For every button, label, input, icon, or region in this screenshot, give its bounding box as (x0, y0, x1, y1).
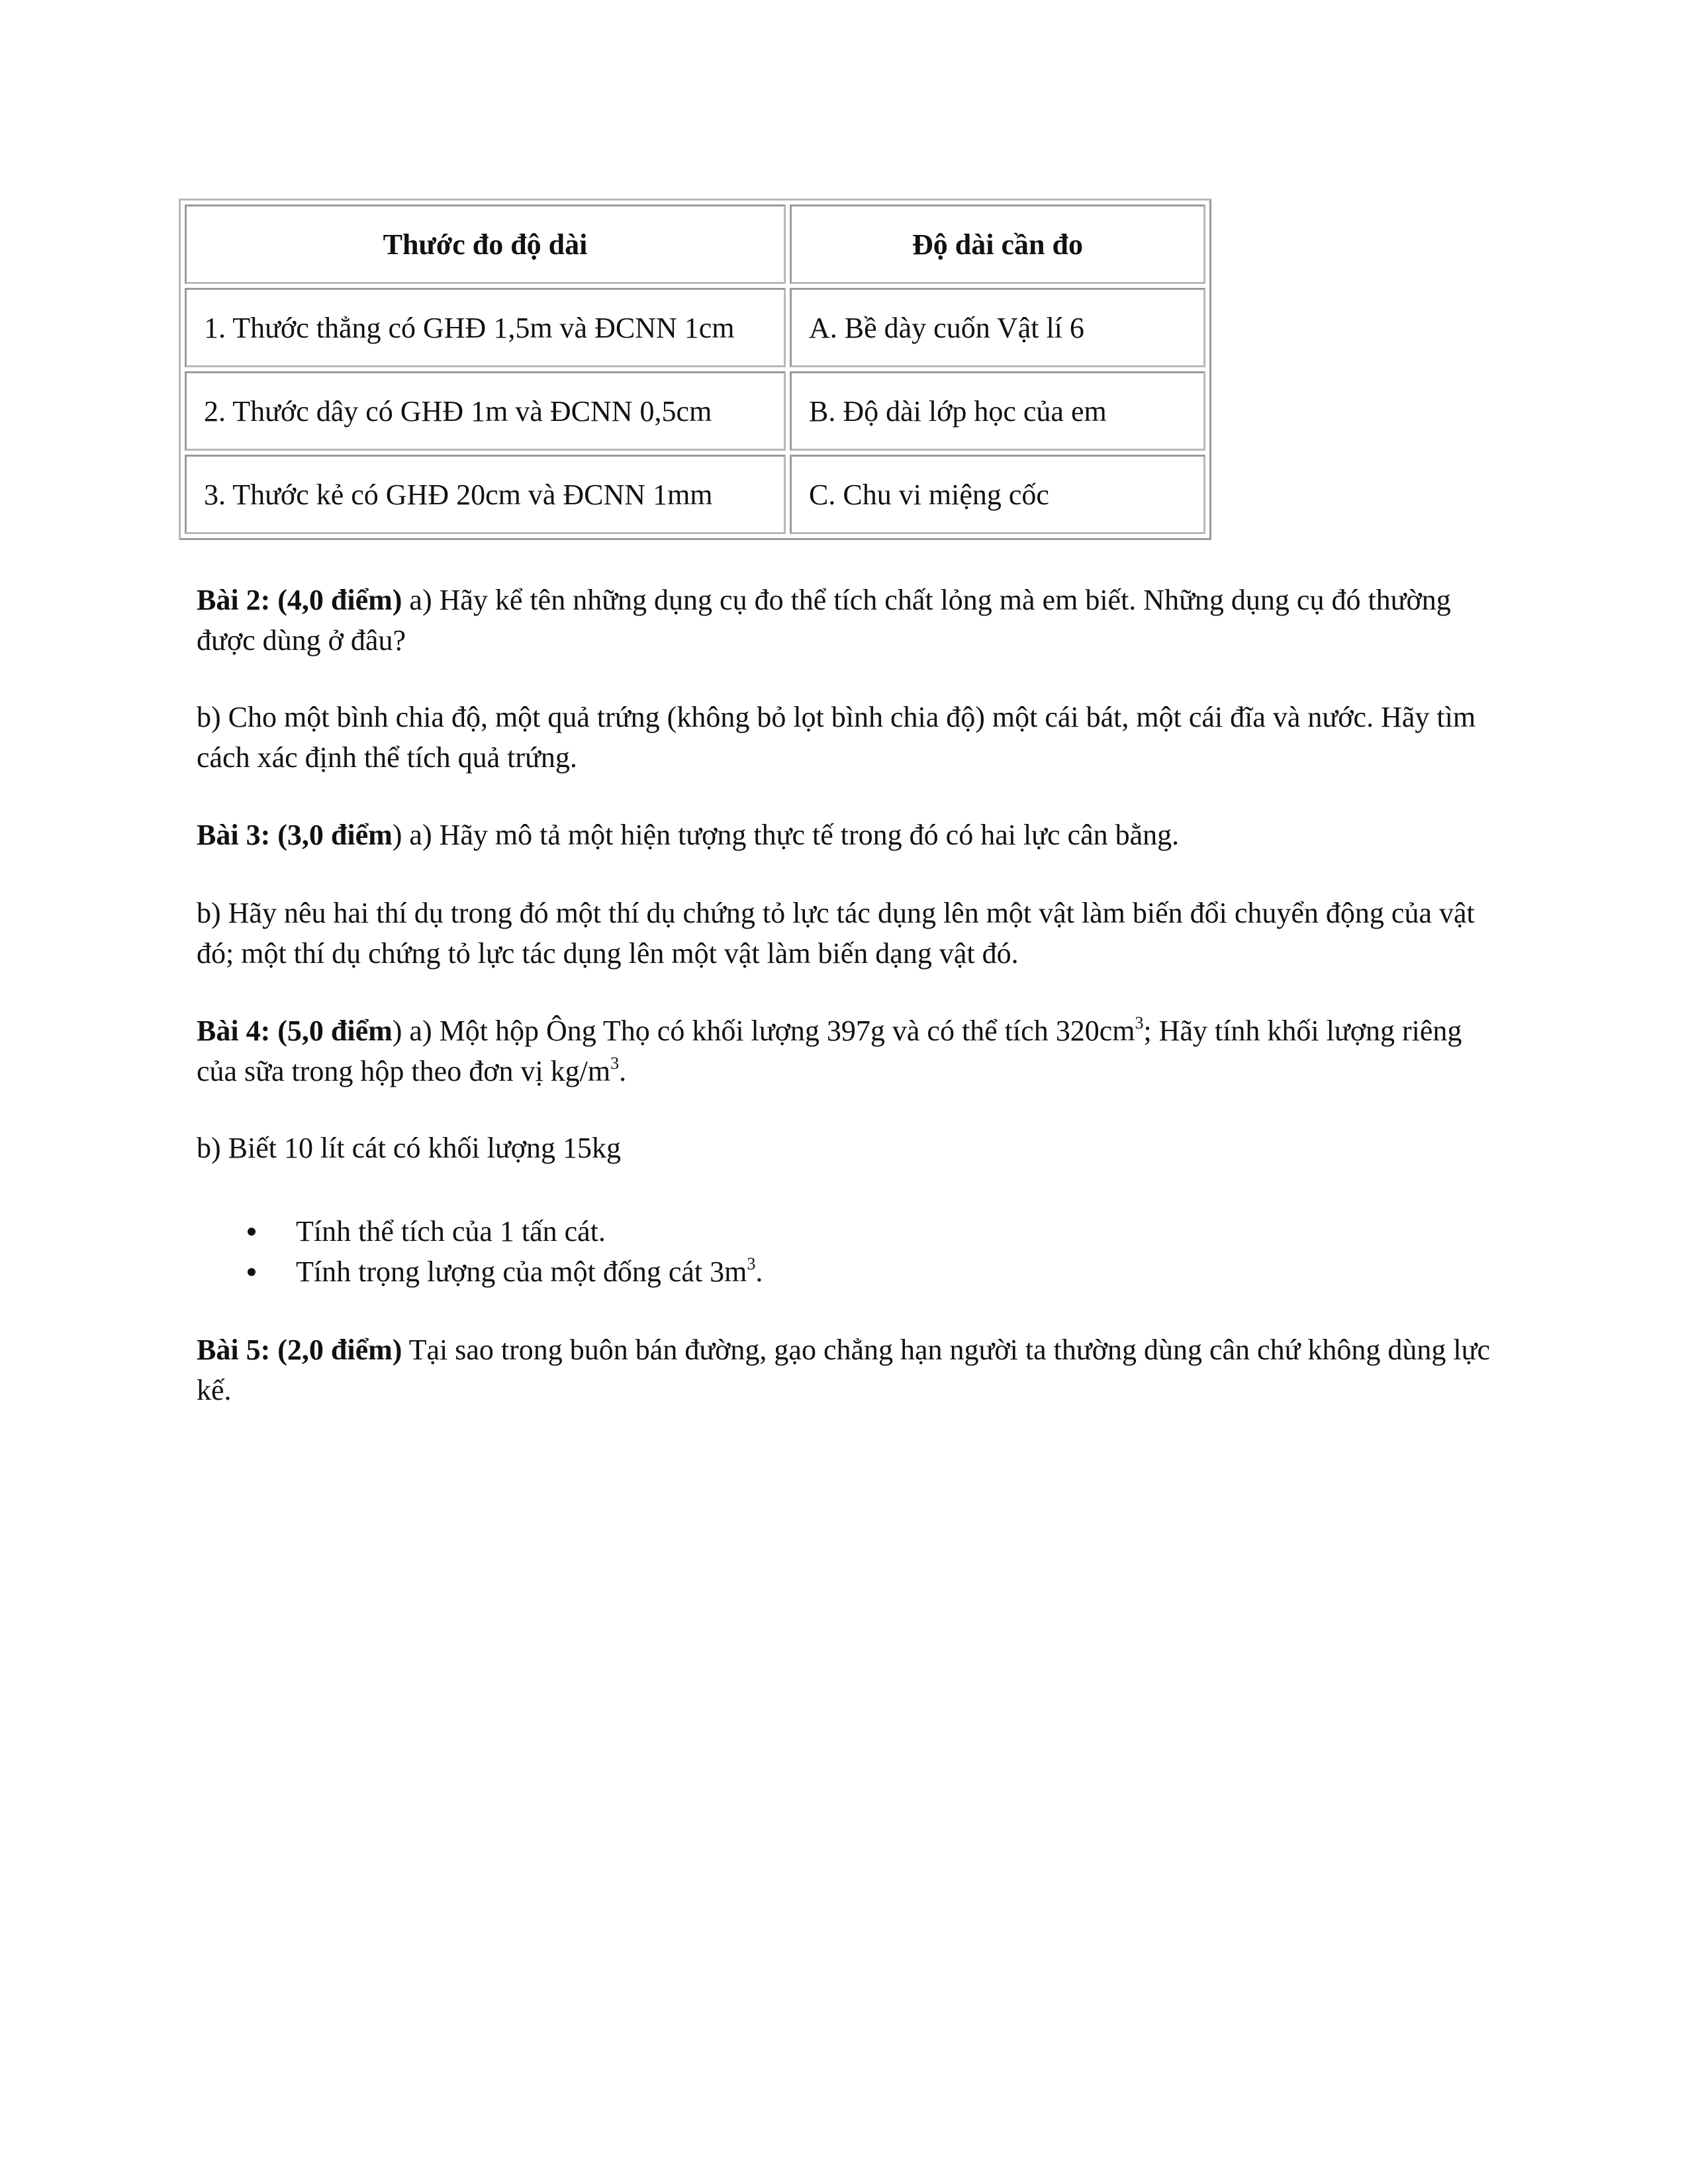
list-item (197, 1211, 763, 1251)
exercise-4-part-a (197, 1011, 1507, 1091)
bullet-text-end: . (755, 1255, 763, 1288)
list-item (197, 1251, 763, 1292)
exercise-2-label: Bài 2: (197, 584, 271, 616)
exercise-2-points: (4,0 điểm) (277, 584, 402, 616)
exercise-4-a-text-1: ) a) Một hộp Ông Thọ có khối lượng 397g và có thể tích 320cm (392, 1015, 1135, 1047)
table-header-ruler: Thước đo độ dài (185, 205, 786, 284)
table-header-row (185, 205, 1205, 284)
exercise-5 (197, 1330, 1507, 1410)
exercise-3-label: Bài 3: (197, 819, 271, 851)
bullet-text: Tính thể tích của 1 tấn cát. (296, 1215, 606, 1248)
exercise-3-part-a (197, 815, 1507, 855)
table-cell-ruler: 1. Thước thẳng có GHĐ 1,5m và ĐCNN 1cm (185, 288, 786, 367)
exercise-4-a-text-2: ; Hãy tính khối lượng riêng của sữa trong hộp theo đơn vị kg/m (197, 1015, 1462, 1087)
exercise-5-text: Tại sao trong buôn bán đường, gạo chẳng hạn người ta thường dùng cân chứ không dùng lực kế. (197, 1334, 1491, 1406)
exercise-5-label: Bài 5: (197, 1334, 271, 1366)
exercise-4-points: (5,0 điểm (277, 1015, 393, 1047)
exercise-4-label: Bài 4: (197, 1015, 271, 1047)
table-row (185, 455, 1205, 534)
table-row (185, 371, 1205, 451)
bullet-icon (248, 1268, 256, 1276)
table-row (185, 288, 1205, 367)
exercise-4-a-text-3: . (619, 1055, 627, 1087)
superscript-3: 3 (610, 1054, 620, 1073)
exercise-3-points: (3,0 điểm (277, 819, 393, 851)
exercise-3-part-b: b) Hãy nêu hai thí dụ trong đó một thí dụ chứng tỏ lực tác dụng lên một vật làm biến đổi chuyển động của vật đó; một thí dụ chứng tỏ lực tác dụng lên một vật làm biến dạng vật đó. (197, 897, 1475, 970)
exercise-4-bullet-list (197, 1211, 763, 1292)
ruler-matching-table (179, 199, 1211, 540)
exercise-3-a-text: ) a) Hãy mô tả một hiện tượng thực tế trong đó có hai lực cân bằng. (392, 819, 1180, 851)
table-cell-length: B. Độ dài lớp học của em (790, 371, 1205, 451)
bullet-icon (248, 1228, 256, 1236)
table-cell-length: C. Chu vi miệng cốc (790, 455, 1205, 534)
table-cell-ruler: 3. Thước kẻ có GHĐ 20cm và ĐCNN 1mm (185, 455, 786, 534)
exercise-2-part-a (197, 580, 1507, 660)
exercise-2-part-b: b) Cho một bình chia độ, một quả trứng (không bỏ lọt bình chia độ) một cái bát, một cái đĩa và nước. Hãy tìm cách xác định thể tích quả trứng. (197, 701, 1476, 774)
superscript-3: 3 (1135, 1013, 1144, 1032)
table-cell-ruler: 2. Thước dây có GHĐ 1m và ĐCNN 0,5cm (185, 371, 786, 451)
exercise-2-a-text: a) Hãy kể tên những dụng cụ đo thể tích chất lỏng mà em biết. Những dụng cụ đó thường được dùng ở đâu? (197, 584, 1451, 657)
table-header-length: Độ dài cần đo (790, 205, 1205, 284)
bullet-text: Tính trọng lượng của một đống cát 3m (296, 1255, 747, 1288)
superscript-3: 3 (747, 1254, 756, 1273)
table-cell-length: A. Bề dày cuốn Vật lí 6 (790, 288, 1205, 367)
exercise-4-part-b: b) Biết 10 lít cát có khối lượng 15kg (197, 1132, 622, 1164)
exercise-5-points: (2,0 điểm) (277, 1334, 402, 1366)
